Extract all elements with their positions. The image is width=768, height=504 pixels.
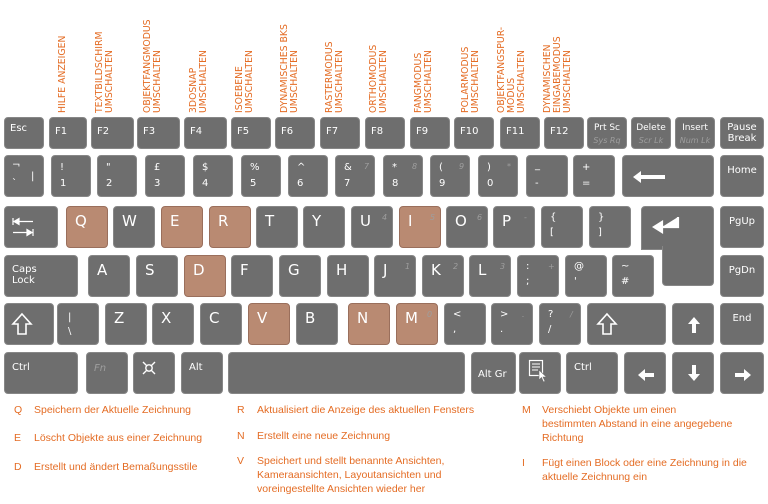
key-pause[interactable] xyxy=(720,117,764,149)
key-f-label: F xyxy=(240,261,249,279)
key-prtsc-label: Prt Sc xyxy=(593,123,621,133)
key-d-label: D xyxy=(193,261,205,279)
key-w[interactable] xyxy=(113,206,155,248)
key-arrow-down[interactable] xyxy=(672,352,714,394)
arrow-down-icon xyxy=(687,364,701,382)
key-enter-lower[interactable] xyxy=(662,246,714,286)
key-slash-bottom: / xyxy=(548,324,552,335)
key-i-label: I xyxy=(408,212,413,230)
key-bracket-right[interactable] xyxy=(589,206,631,248)
key-f12-label: F12 xyxy=(550,126,569,137)
legend-desc-e: Löscht Objekte aus einer Zeichnung xyxy=(34,432,203,444)
key-ctrl-right-label: Ctrl xyxy=(574,362,592,373)
key-m-label: M xyxy=(405,309,418,327)
key-altgr-label: Alt Gr xyxy=(478,369,507,380)
key-e-label: E xyxy=(170,212,180,230)
key-equals-top: + xyxy=(582,162,591,173)
key-comma-bottom: , xyxy=(453,324,457,335)
key-f9-label: F9 xyxy=(416,126,429,137)
key-period-bottom: . xyxy=(500,324,504,335)
key-f1[interactable] xyxy=(49,117,87,149)
key-bracket-left-top: { xyxy=(550,212,557,223)
key-p-numpad: - xyxy=(524,213,527,222)
key-ctrl-right[interactable] xyxy=(566,352,618,394)
key-slash-top: ? xyxy=(548,309,554,320)
key-f7-label: F7 xyxy=(326,126,339,137)
key-4[interactable] xyxy=(193,155,233,197)
key-numlk-label: Num Lk xyxy=(679,136,711,145)
key-i[interactable] xyxy=(399,206,441,248)
key-quote-top: @ xyxy=(574,261,584,272)
key-j-label: J xyxy=(383,261,388,279)
key-f12[interactable] xyxy=(544,117,584,149)
key-l-numpad: 3 xyxy=(500,262,506,271)
key-prtsc[interactable] xyxy=(587,117,627,149)
key-shift-right[interactable] xyxy=(587,303,666,345)
key-f1-label: F1 xyxy=(55,126,68,137)
legend-key-e: E xyxy=(14,432,22,444)
key-y[interactable] xyxy=(303,206,345,248)
key-o-label: O xyxy=(455,212,467,230)
key-9[interactable] xyxy=(430,155,470,197)
key-f8[interactable] xyxy=(365,117,405,149)
key-2[interactable] xyxy=(97,155,137,197)
key-arrow-right[interactable] xyxy=(720,352,764,394)
key-5-bottom: 5 xyxy=(250,178,257,189)
key-hash[interactable] xyxy=(612,255,654,297)
key-esc[interactable] xyxy=(4,117,44,149)
key-end-label: End xyxy=(732,313,752,324)
key-f7[interactable] xyxy=(320,117,360,149)
key-pgup-label: PgUp xyxy=(728,216,756,227)
key-arrow-left[interactable] xyxy=(624,352,666,394)
key-s-label: S xyxy=(145,261,155,279)
legend-key-n: N xyxy=(237,430,245,442)
key-semicolon-numpad: + xyxy=(548,262,555,271)
key-f8-label: F8 xyxy=(371,126,384,137)
key-p[interactable] xyxy=(493,206,535,248)
key-minus-bottom: - xyxy=(535,178,539,189)
key-z[interactable] xyxy=(105,303,147,345)
legend-key-m: M xyxy=(522,404,531,416)
key-f3[interactable] xyxy=(137,117,180,149)
key-ctrl-left-label: Ctrl xyxy=(12,362,30,373)
key-home-label: Home xyxy=(727,165,757,176)
key-w-label: W xyxy=(122,212,137,230)
key-o-numpad: 6 xyxy=(477,213,483,222)
key-backslash-bottom: \ xyxy=(68,326,72,337)
key-slash[interactable] xyxy=(539,303,581,345)
key-f11[interactable] xyxy=(500,117,540,149)
key-4-bottom: 4 xyxy=(202,178,209,189)
key-k-label: K xyxy=(431,261,441,279)
key-grave-top: ¬ xyxy=(12,160,21,171)
key-enter[interactable] xyxy=(641,206,714,250)
key-delete[interactable] xyxy=(631,117,671,149)
key-insert[interactable] xyxy=(675,117,715,149)
key-g-label: G xyxy=(288,261,300,279)
key-minus-top: _ xyxy=(535,160,540,171)
key-f10[interactable] xyxy=(454,117,494,149)
key-a[interactable] xyxy=(88,255,130,297)
key-j-numpad: 1 xyxy=(405,262,411,271)
key-slash-numpad: / xyxy=(570,310,573,319)
key-8-numpad: 8 xyxy=(412,162,418,171)
legend-desc-m: Verschiebt Objekte um einen bestimmten Abstand in eine angegebene Richtung xyxy=(542,404,733,444)
key-esc-label: Esc xyxy=(10,123,28,134)
key-2-top: " xyxy=(106,162,111,173)
key-9-top: ( xyxy=(439,162,443,173)
key-q[interactable] xyxy=(66,206,108,248)
key-n-label: N xyxy=(357,309,369,327)
arrow-right-icon xyxy=(734,368,752,382)
key-m[interactable] xyxy=(396,303,438,345)
key-0-top: ) xyxy=(487,162,491,173)
tab-arrow-icon xyxy=(11,216,35,238)
key-1[interactable] xyxy=(51,155,91,197)
key-period[interactable] xyxy=(491,303,533,345)
key-semicolon-top: : xyxy=(526,261,530,272)
key-alt[interactable] xyxy=(181,352,223,394)
key-t-label: T xyxy=(265,212,275,230)
legend-key-d: D xyxy=(14,461,22,473)
key-7-top: & xyxy=(344,162,352,173)
key-l-label: L xyxy=(478,261,487,279)
key-arrow-up[interactable] xyxy=(672,303,714,345)
legend-desc-v: Speichert und stellt benannte Ansichten, Kameraansichten, Layoutansichten und voreingestellte Ansichten wieder her xyxy=(257,455,445,495)
key-v[interactable] xyxy=(248,303,290,345)
key-f9[interactable] xyxy=(410,117,450,149)
key-9-numpad: 9 xyxy=(459,162,465,171)
key-0-numpad: * xyxy=(507,162,511,171)
key-f4-label: F4 xyxy=(190,126,203,137)
key-b[interactable] xyxy=(296,303,338,345)
key-f10-label: F10 xyxy=(460,126,479,137)
key-period-top: > xyxy=(500,309,509,320)
key-r-label: R xyxy=(218,212,229,230)
key-f5[interactable] xyxy=(231,117,271,149)
key-tab[interactable] xyxy=(4,206,58,248)
key-comma-top: < xyxy=(453,309,462,320)
key-shift-left[interactable] xyxy=(4,303,54,345)
key-home[interactable] xyxy=(720,155,764,197)
key-grave-bar: | xyxy=(31,171,35,182)
enter-arrow-icon xyxy=(652,215,682,235)
key-q-label: Q xyxy=(75,212,87,230)
key-h[interactable] xyxy=(327,255,369,297)
key-3[interactable] xyxy=(145,155,185,197)
key-1-bottom: 1 xyxy=(60,178,67,189)
legend-desc-r: Aktualisiert die Anzeige des aktuellen Fensters xyxy=(257,404,475,416)
key-r[interactable] xyxy=(209,206,251,248)
backspace-arrow-icon xyxy=(631,168,667,186)
key-f[interactable] xyxy=(231,255,273,297)
key-f6-label: F6 xyxy=(281,126,294,137)
key-grave-bottom: ` xyxy=(12,178,17,189)
key-quote-bottom: ' xyxy=(574,276,577,287)
key-k-numpad: 2 xyxy=(453,262,459,271)
key-f11-label: F11 xyxy=(506,126,525,137)
key-fn[interactable] xyxy=(86,352,128,394)
key-c[interactable] xyxy=(200,303,242,345)
key-f5-label: F5 xyxy=(237,126,250,137)
key-9-bottom: 9 xyxy=(439,178,446,189)
key-l[interactable] xyxy=(469,255,511,297)
key-minus[interactable] xyxy=(526,155,568,197)
key-sysrq-label: Sys Rq xyxy=(593,136,621,145)
legend-desc-q: Speichern der Aktuelle Zeichnung xyxy=(34,404,192,416)
key-y-label: Y xyxy=(312,212,322,230)
key-f4[interactable] xyxy=(184,117,227,149)
key-g[interactable] xyxy=(279,255,321,297)
legend-desc-n: Erstellt eine neue Zeichnung xyxy=(257,430,391,442)
key-hash-top: ~ xyxy=(621,261,630,272)
shift-arrow-icon xyxy=(11,312,33,336)
key-0-bottom: 0 xyxy=(487,178,494,189)
win-symbol-icon xyxy=(142,361,156,375)
key-a-label: A xyxy=(97,261,108,279)
key-t[interactable] xyxy=(256,206,298,248)
key-capslock-label: Caps Lock xyxy=(12,264,37,286)
key-u[interactable] xyxy=(351,206,393,248)
key-pgdn[interactable] xyxy=(720,255,764,297)
key-semicolon[interactable] xyxy=(517,255,559,297)
key-m-numpad: 0 xyxy=(427,310,433,319)
legend-key-v: V xyxy=(237,455,245,467)
key-f6[interactable] xyxy=(275,117,315,149)
key-bracket-left-bottom: [ xyxy=(550,227,554,238)
key-4-top: $ xyxy=(202,162,209,173)
key-2-bottom: 2 xyxy=(106,178,113,189)
key-e[interactable] xyxy=(161,206,203,248)
arrow-left-icon xyxy=(637,368,655,382)
key-backslash-top: | xyxy=(68,312,72,323)
key-capslock[interactable] xyxy=(4,255,78,297)
key-u-numpad: 4 xyxy=(382,213,388,222)
key-7-numpad: 7 xyxy=(364,162,370,171)
key-k[interactable] xyxy=(422,255,464,297)
key-7-bottom: 7 xyxy=(344,178,351,189)
key-6[interactable] xyxy=(288,155,328,197)
key-bracket-left[interactable] xyxy=(541,206,583,248)
key-p-label: P xyxy=(502,212,512,230)
key-8-bottom: 8 xyxy=(392,178,399,189)
key-3-bottom: 3 xyxy=(154,178,161,189)
key-alt-label: Alt xyxy=(189,362,203,373)
key-f2[interactable] xyxy=(91,117,134,149)
key-x[interactable] xyxy=(152,303,194,345)
shift-arrow-icon xyxy=(596,312,618,336)
key-i-numpad: 5 xyxy=(430,213,436,222)
key-comma[interactable] xyxy=(444,303,486,345)
key-equals[interactable] xyxy=(573,155,615,197)
key-u-label: U xyxy=(360,212,371,230)
context-menu-icon xyxy=(528,359,550,383)
key-pause-label: Pause xyxy=(727,122,757,133)
key-7[interactable] xyxy=(335,155,375,197)
key-v-label: V xyxy=(257,309,268,327)
key-1-top: ! xyxy=(60,162,65,173)
legend-key-r: R xyxy=(237,404,245,416)
key-end[interactable] xyxy=(720,303,764,345)
legend-desc-d: Erstellt und ändert Bemaßungsstile xyxy=(34,461,198,473)
key-period-numpad: . xyxy=(522,310,525,319)
key-j[interactable] xyxy=(374,255,416,297)
key-backspace[interactable] xyxy=(622,155,714,197)
key-8[interactable] xyxy=(383,155,423,197)
key-c-label: C xyxy=(209,309,220,327)
key-insert-label: Insert xyxy=(682,123,708,133)
key-scrlk-label: Scr Lk xyxy=(638,136,664,145)
legend-key-i: I xyxy=(522,457,525,469)
key-o[interactable] xyxy=(446,206,488,248)
key-space[interactable] xyxy=(228,352,465,394)
key-hash-bottom: # xyxy=(621,276,630,287)
key-altgr[interactable] xyxy=(471,352,516,394)
key-5[interactable] xyxy=(241,155,281,197)
key-menu[interactable] xyxy=(519,352,561,394)
key-x-label: X xyxy=(161,309,172,327)
key-6-top: ^ xyxy=(297,162,306,173)
key-8-top: * xyxy=(392,162,397,173)
key-bracket-right-bottom: ] xyxy=(598,227,602,238)
key-break-label: Break xyxy=(727,133,757,144)
arrow-up-icon xyxy=(687,316,701,334)
key-grave[interactable] xyxy=(4,155,44,197)
key-s[interactable] xyxy=(136,255,178,297)
key-z-label: Z xyxy=(114,309,125,327)
legend-key-q: Q xyxy=(14,404,23,416)
key-f2-label: F2 xyxy=(97,126,110,137)
key-delete-label: Delete xyxy=(636,123,666,133)
key-pgdn-label: PgDn xyxy=(728,265,756,276)
key-win[interactable] xyxy=(133,352,175,394)
key-5-top: % xyxy=(250,162,260,173)
key-backslash[interactable] xyxy=(57,303,99,345)
key-d[interactable] xyxy=(184,255,226,297)
legend-desc-i: Fügt einen Block oder eine Zeichnung in die aktuelle Zeichnung ein xyxy=(542,457,747,483)
key-n[interactable] xyxy=(348,303,390,345)
key-fn-label: Fn xyxy=(94,363,107,374)
key-0[interactable] xyxy=(478,155,518,197)
key-ctrl-left[interactable] xyxy=(4,352,78,394)
key-f3-label: F3 xyxy=(143,126,156,137)
key-pgup[interactable] xyxy=(720,206,764,248)
key-6-bottom: 6 xyxy=(297,178,304,189)
key-bracket-right-top: } xyxy=(598,212,605,223)
key-b-label: B xyxy=(305,309,316,327)
key-equals-bottom: = xyxy=(582,178,591,189)
key-3-top: £ xyxy=(154,162,161,173)
key-quote[interactable] xyxy=(565,255,607,297)
key-h-label: H xyxy=(336,261,348,279)
key-semicolon-bottom: ; xyxy=(526,276,530,287)
